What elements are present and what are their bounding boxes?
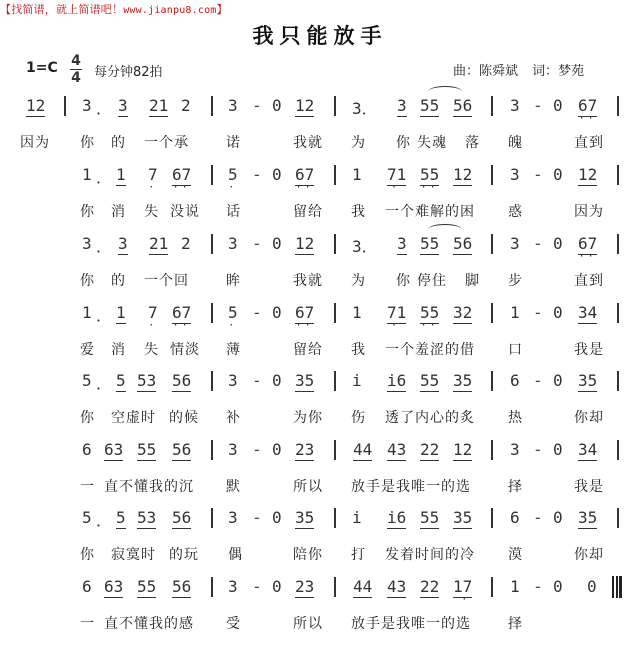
note: 3: [228, 96, 238, 115]
note: 55: [137, 440, 157, 459]
note-low: 67 ··: [172, 165, 192, 193]
note-low: 67 ··: [295, 165, 315, 193]
note: 32: [453, 303, 473, 322]
note-dash: -: [533, 577, 543, 596]
note-rest: 0: [272, 165, 282, 184]
barline: [617, 165, 619, 185]
note-rest: 0: [553, 508, 563, 527]
note-rest: 0: [553, 440, 563, 459]
note: 3: [82, 96, 92, 115]
note: 12: [453, 440, 473, 459]
note: 2: [181, 96, 191, 115]
lyric: 我是: [574, 342, 604, 358]
note: 53: [137, 371, 157, 390]
note-rest: 0: [553, 371, 563, 390]
barline: [334, 165, 336, 185]
note-low: 7 ·: [148, 165, 158, 193]
lyric: 步: [508, 273, 523, 289]
note: 35: [453, 371, 473, 390]
lyric: 受: [226, 616, 241, 632]
note: 3: [397, 234, 407, 253]
note: 55: [420, 234, 440, 253]
barline: [491, 165, 493, 185]
note: 6: [510, 371, 520, 390]
lyric: 我就: [293, 273, 323, 289]
note-low: 5 ·: [228, 303, 238, 331]
lyric: 你: [80, 547, 95, 563]
lyric: 放手是我唯一的选: [351, 616, 471, 632]
note: 63: [104, 440, 124, 459]
lyric: 直不懂我的感: [104, 616, 194, 632]
note: 3: [118, 234, 128, 253]
lyric: 的: [111, 135, 126, 151]
site-link[interactable]: [0, 1, 228, 17]
barline: [211, 440, 213, 460]
note: 34: [578, 303, 598, 322]
note-rest: 0: [272, 440, 282, 459]
note: 1: [510, 303, 520, 322]
note-rest: 0: [272, 234, 282, 253]
note: 55: [137, 577, 157, 596]
note: 63: [104, 577, 124, 596]
note: 3: [82, 234, 92, 253]
lyric: 脚: [465, 273, 480, 289]
note-low: 67 ··: [295, 303, 315, 331]
barline: [211, 577, 213, 597]
note-low: 67 ··: [578, 234, 598, 262]
lyric: 直不懂我的沉: [104, 479, 194, 495]
lyric: 打: [351, 547, 366, 563]
note-rest: 0: [553, 165, 563, 184]
note: 21: [149, 234, 169, 253]
note-dash: -: [533, 165, 543, 184]
barline: [617, 234, 619, 254]
note-high: i: [352, 508, 362, 527]
lyric: 落: [465, 135, 480, 151]
note-rest: 0: [272, 371, 282, 390]
barline: [491, 96, 493, 116]
note-rest: 0: [553, 303, 563, 322]
lyric: 薄: [226, 342, 241, 358]
note: 12: [295, 96, 315, 115]
time-sig-top: 4: [71, 53, 81, 69]
lyric: 择: [508, 616, 523, 632]
note: 5: [116, 371, 126, 390]
barline: [617, 96, 619, 116]
lyric: 一: [80, 479, 95, 495]
lyric: 一个回: [144, 273, 189, 289]
lyric: 爱: [80, 342, 95, 358]
lyric: 我是: [574, 479, 604, 495]
note: 5: [82, 371, 92, 390]
note: 21: [149, 96, 169, 115]
lyric: 你: [80, 410, 95, 426]
note-rest: 0: [272, 508, 282, 527]
note: 22: [420, 440, 440, 459]
note: 1: [352, 165, 362, 184]
note: 1: [510, 577, 520, 596]
barline: [211, 96, 213, 116]
lyric: 为你: [293, 410, 323, 426]
lyric: 你: [80, 273, 95, 289]
note-dash: -: [252, 371, 262, 390]
barline: [211, 234, 213, 254]
note: 6: [82, 440, 92, 459]
final-barline: [612, 576, 621, 598]
lyric: 漠: [508, 547, 523, 563]
note: 55: [420, 96, 440, 115]
note-dot: ．: [96, 168, 113, 187]
note-rest: 0: [553, 234, 563, 253]
note-high: i: [352, 371, 362, 390]
note: 55: [420, 508, 440, 527]
lyric: 所以: [293, 479, 323, 495]
note: 35: [295, 508, 315, 527]
lyric: 消: [111, 342, 126, 358]
lyric: 一个难解的困: [385, 204, 475, 220]
barline: [617, 303, 619, 323]
barline: [211, 508, 213, 528]
note: 43: [387, 577, 407, 596]
lyric: 话: [226, 204, 241, 220]
lyric: 你却: [574, 547, 604, 563]
note-low: 71 ·: [387, 165, 407, 193]
site-link-text: 【找简谱，就上简谱吧！: [0, 3, 124, 16]
note: 3: [510, 234, 520, 253]
note-low: 67 ··: [578, 96, 598, 124]
barline: [617, 371, 619, 391]
barline: [334, 577, 336, 597]
barline: [334, 508, 336, 528]
lyric: 你: [396, 273, 411, 289]
lyric: 口: [508, 342, 523, 358]
note-low: 7 ·: [148, 303, 158, 331]
note-dash: -: [533, 508, 543, 527]
note: 12: [578, 165, 598, 184]
note-dash: -: [252, 165, 262, 184]
note: 56: [172, 508, 192, 527]
lyric: 透了内心的炙: [385, 410, 475, 426]
lyric: 热: [508, 410, 523, 426]
lyric: 直到: [574, 273, 604, 289]
lyric: 失魂: [417, 135, 447, 151]
lyric: 发着时间的冷: [385, 547, 475, 563]
lyric: 留给: [293, 204, 323, 220]
note: 23: [295, 440, 315, 459]
lyric: 失: [144, 204, 159, 220]
barline: [491, 371, 493, 391]
lyric: 没说: [170, 204, 200, 220]
barline: [617, 508, 619, 528]
note-rest: 0: [587, 577, 597, 596]
barline: [617, 440, 619, 460]
note: 3: [228, 577, 238, 596]
note: 1: [116, 165, 126, 184]
barline: [334, 234, 336, 254]
tempo-marking: 每分钟82拍: [94, 65, 163, 80]
key-signature: 1=C: [26, 60, 58, 76]
note: 34: [578, 440, 598, 459]
lyric: 为: [351, 135, 366, 151]
note-high: i6: [387, 371, 407, 390]
note-pickup: 12: [26, 96, 46, 115]
lyric: 因为: [20, 135, 50, 151]
note-dash: -: [533, 371, 543, 390]
note-dot: ．: [96, 237, 113, 256]
lyric: 留给: [293, 342, 323, 358]
lyric: 空虚时: [111, 410, 156, 426]
note: 3．: [352, 99, 378, 118]
note: 5: [116, 508, 126, 527]
note-dot: ．: [96, 99, 113, 118]
note-dot: ．: [96, 374, 113, 393]
lyric: 我: [351, 204, 366, 220]
lyric: 停住: [417, 273, 447, 289]
note: 3: [228, 440, 238, 459]
lyric: 一个羞涩的借: [385, 342, 475, 358]
note: 12: [295, 234, 315, 253]
site-link-close: 】: [216, 3, 228, 16]
note-low: 71 ·: [387, 303, 407, 331]
lyric: 消: [111, 204, 126, 220]
note: 22: [420, 577, 440, 596]
note-dash: -: [252, 96, 262, 115]
note: 23: [295, 577, 315, 596]
note-low: 5 ·: [228, 165, 238, 193]
note: 56: [172, 371, 192, 390]
note: 56: [172, 577, 192, 596]
note: 35: [453, 508, 473, 527]
note-low: 55 ··: [420, 303, 440, 331]
note-rest: 0: [553, 96, 563, 115]
lyric: 一: [80, 616, 95, 632]
note: 44: [353, 440, 373, 459]
note-rest: 0: [272, 96, 282, 115]
barline: [334, 371, 336, 391]
lyric: 陪你: [293, 547, 323, 563]
barline: [334, 96, 336, 116]
lyric: 择: [508, 479, 523, 495]
note-rest: 0: [272, 577, 282, 596]
lyric: 伤: [351, 410, 366, 426]
lyric: 寂寞时: [111, 547, 156, 563]
note: 3．: [352, 237, 378, 256]
lyric: 为: [351, 273, 366, 289]
barline: [491, 577, 493, 597]
lyric: 的: [111, 273, 126, 289]
lyric: 你: [80, 204, 95, 220]
lyric: 我: [351, 342, 366, 358]
barline: [211, 165, 213, 185]
note-dash: -: [252, 508, 262, 527]
barline: [491, 303, 493, 323]
note-dot: ．: [96, 511, 113, 530]
lyric: 补: [226, 410, 241, 426]
note: 1: [352, 303, 362, 322]
song-credits: 曲：陈舜斌 词：梦苑: [453, 64, 585, 79]
note: 1: [116, 303, 126, 322]
note-low: 55 ··: [420, 165, 440, 193]
note: 56: [453, 96, 473, 115]
note-dash: -: [252, 303, 262, 322]
barline: [64, 96, 66, 116]
lyric: 眸: [226, 273, 241, 289]
lyric: 直到: [574, 135, 604, 151]
lyric: 的候: [169, 410, 199, 426]
lyric: 情淡: [170, 342, 200, 358]
note: 55: [420, 371, 440, 390]
note: 35: [295, 371, 315, 390]
note-high: i6: [387, 508, 407, 527]
note: 6: [510, 508, 520, 527]
barline: [334, 303, 336, 323]
note: 3: [510, 96, 520, 115]
note: 1: [82, 165, 92, 184]
time-signature: [70, 54, 82, 85]
barline: [211, 303, 213, 323]
note-dash: -: [252, 577, 262, 596]
note-rest: 0: [553, 577, 563, 596]
lyric: 放手是我唯一的选: [351, 479, 471, 495]
barline: [491, 234, 493, 254]
note-dot: ．: [96, 306, 113, 325]
note-dash: -: [533, 440, 543, 459]
lyric: 我就: [293, 135, 323, 151]
note: 3: [228, 508, 238, 527]
note: 6: [82, 577, 92, 596]
note: 5: [82, 508, 92, 527]
lyric: 所以: [293, 616, 323, 632]
note-dash: -: [533, 303, 543, 322]
lyric: 你: [80, 135, 95, 151]
site-url[interactable]: www.jianpu8.com: [123, 5, 217, 16]
lyric: 偶: [228, 547, 243, 563]
note: 43: [387, 440, 407, 459]
lyric: 你却: [574, 410, 604, 426]
note: 3: [397, 96, 407, 115]
note: 2: [181, 234, 191, 253]
note-low: 17 ·: [453, 577, 473, 605]
note: 3: [228, 371, 238, 390]
note-dash: -: [252, 440, 262, 459]
note: 3: [510, 165, 520, 184]
lyric: 的玩: [169, 547, 199, 563]
note: 1: [82, 303, 92, 322]
barline: [491, 508, 493, 528]
note: 3: [510, 440, 520, 459]
note: 56: [453, 234, 473, 253]
lyric: 魄: [508, 135, 523, 151]
note-dash: -: [533, 234, 543, 253]
note: 44: [353, 577, 373, 596]
lyric: 因为: [574, 204, 604, 220]
time-sig-bottom: 4: [71, 70, 81, 86]
barline: [334, 440, 336, 460]
note: 35: [578, 508, 598, 527]
note-low: 67 ··: [172, 303, 192, 331]
lyric: 惑: [508, 204, 523, 220]
note-dash: -: [252, 234, 262, 253]
note-dash: -: [533, 96, 543, 115]
note: 35: [578, 371, 598, 390]
note: 12: [453, 165, 473, 184]
note: 3: [228, 234, 238, 253]
note: 3: [118, 96, 128, 115]
barline: [211, 371, 213, 391]
lyric: 诺: [226, 135, 241, 151]
barline: [491, 440, 493, 460]
note-rest: 0: [272, 303, 282, 322]
lyric: 你: [396, 135, 411, 151]
note: 53: [137, 508, 157, 527]
lyric: 默: [226, 479, 241, 495]
lyric: 失: [144, 342, 159, 358]
lyric: 一个承: [144, 135, 189, 151]
song-title: 我只能放手: [252, 24, 388, 48]
note: 56: [172, 440, 192, 459]
